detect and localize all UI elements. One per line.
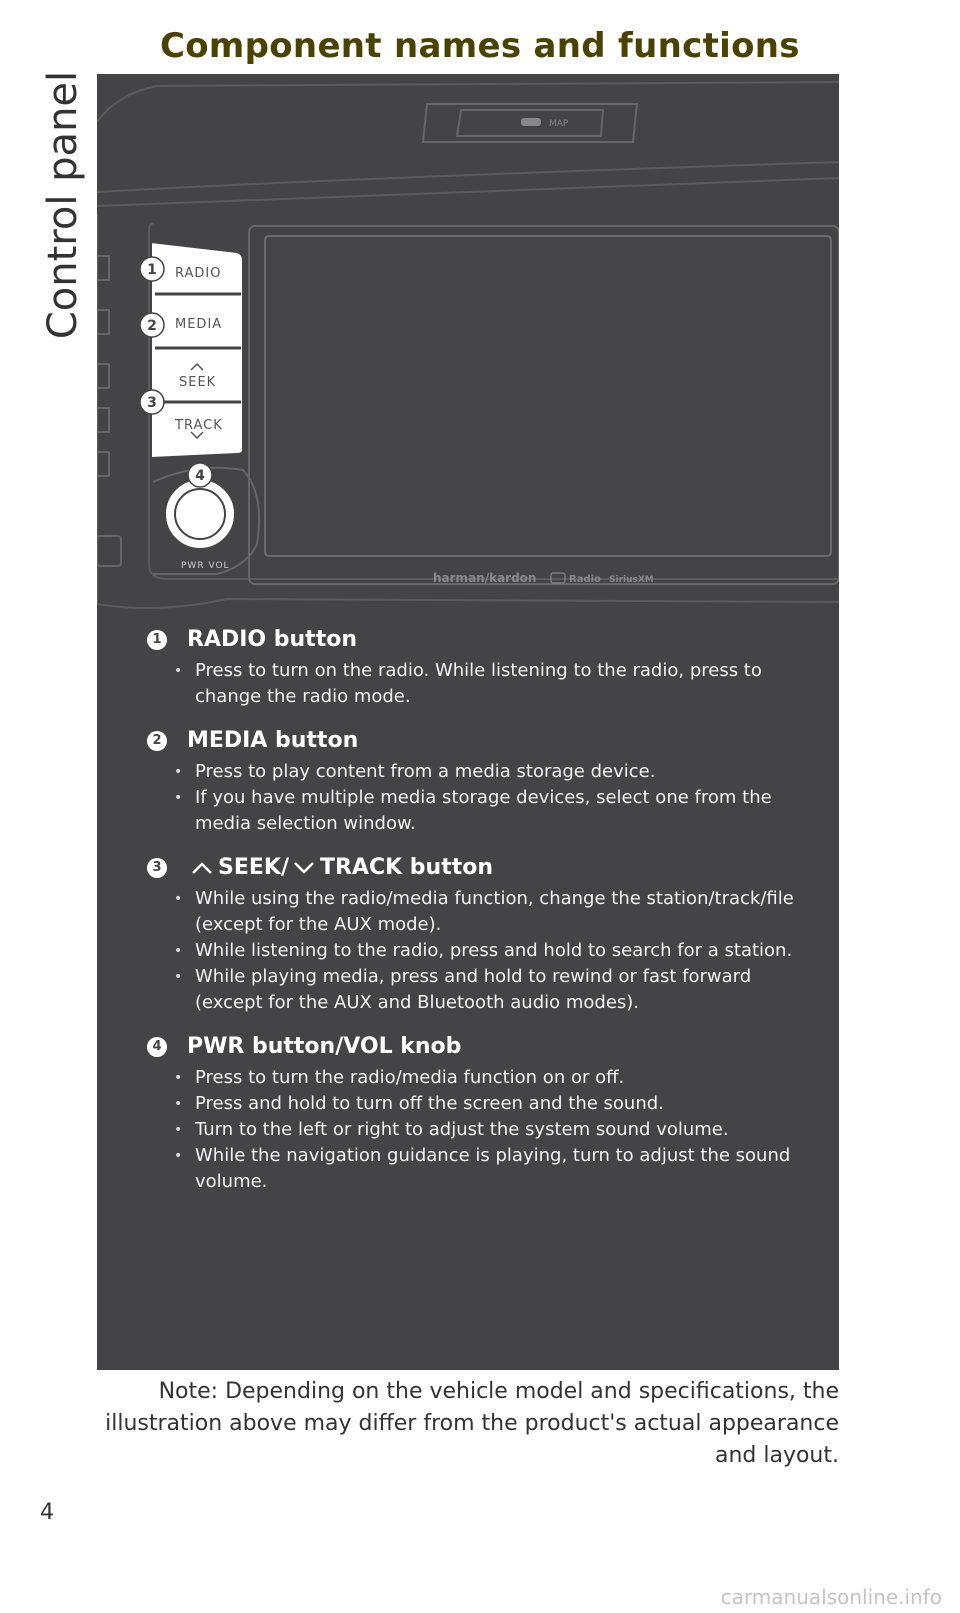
item-title-seek: SEEK/ [218,855,289,880]
bullet: • While listening to the radio, press and hold to search for a station. [147,938,807,964]
left-vent-1 [97,256,109,280]
callout-4 [188,463,212,487]
control-panel-illustration [97,74,839,622]
item-radio [147,624,807,710]
item-pwr-vol [147,1031,807,1195]
pwr-vol-label: PWR VOL [181,561,230,571]
svg-text:2: 2 [147,318,157,334]
bullet: • Press and hold to turn off the screen and the sound. [147,1091,807,1117]
seek-button-label: SEEK [179,375,217,390]
brand-label: harman/kardon [433,571,537,585]
bullet: • Press to turn on the radio. While listening to the radio, press to change the radio mode. [147,658,807,710]
item-number: 2 [147,731,167,751]
bullet: • While using the radio/media function, change the station/track/file (except for the AUX mode). [147,886,807,938]
volume-knob [175,489,225,539]
display-screen [265,236,831,556]
left-vent-3 [97,364,109,388]
dash-top-band [97,162,839,192]
svg-text:3: 3 [147,395,157,411]
dash-top-band-2 [97,178,839,206]
callout-3 [140,390,164,414]
item-title: RADIO button [187,627,357,652]
sd-map-label: MAP [549,119,569,129]
bullet: • If you have multiple media storage devices, select one from the media selection window. [147,785,807,837]
page-number: 4 [40,1500,54,1525]
bullet: • Press to turn the radio/media function on or off. [147,1065,807,1091]
svg-text:4: 4 [195,468,205,484]
side-tab [18,60,108,350]
note-text: Note: Depending on the vehicle model and specifications, the illustration above may differ from the product's actual appearance and layout. [105,1379,839,1468]
left-vent-2 [97,310,109,334]
bullet: • While the navigation guidance is playing, turn to adjust the sound volume. [147,1143,807,1195]
content-panel [97,74,839,1370]
bullet: • Press to play content from a media storage device. [147,759,807,785]
chevron-up-icon [191,861,213,875]
item-title: PWR button/VOL knob [187,1034,462,1059]
item-number: 1 [147,630,167,650]
sd-logo-icon [521,118,541,126]
chevron-down-icon [293,861,315,875]
item-title: MEDIA button [187,728,359,753]
svg-text:1: 1 [147,262,157,278]
item-title-track: TRACK button [319,855,494,880]
item-seek-track [147,852,807,1016]
side-tab-label: Control panel [40,70,86,340]
track-button-label: TRACK [175,418,223,433]
watermark: carmanualsonline.info [720,1585,942,1609]
hd-radio-label: Radio [569,574,601,585]
item-media [147,725,807,837]
left-vent-6 [97,536,121,566]
section-title: Component names and functions [160,26,800,66]
sirius-label: SiriusXM [609,575,654,585]
callout-2 [140,313,164,337]
bullet: • While playing media, press and hold to rewind or fast forward (except for the AUX and Bluetooth audio modes). [147,964,807,1016]
description-list [147,624,807,1210]
item-number: 3 [147,858,167,878]
bullet: • Turn to the left or right to adjust the system sound volume. [147,1117,807,1143]
left-vent-5 [97,452,109,476]
item-number: 4 [147,1037,167,1057]
dash-upper-edge [97,82,839,122]
callout-1 [140,257,164,281]
media-button-label: MEDIA [175,317,223,332]
radio-button-label: RADIO [175,266,222,281]
left-vent-4 [97,408,109,432]
